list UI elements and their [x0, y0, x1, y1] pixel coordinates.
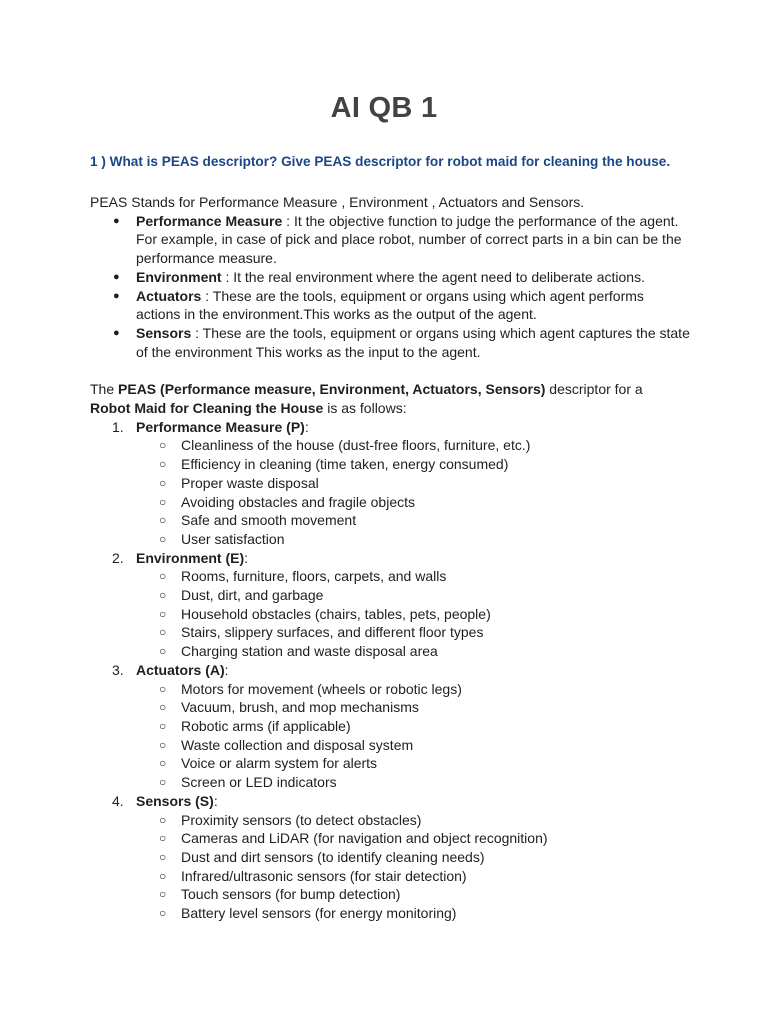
section-heading: Actuators (A) — [136, 661, 225, 678]
list-item: ○ Battery level sensors (for energy monitoring) — [136, 904, 690, 923]
section-number: 4. — [112, 792, 124, 809]
document-title: AI QB 1 — [330, 92, 438, 124]
section-heading: Sensors (S) — [136, 792, 214, 809]
list-item: ○ Motors for movement (wheels or robotic legs) — [136, 680, 690, 699]
section-items — [136, 567, 690, 661]
definition-item — [90, 212, 690, 268]
definition-text: : It the objective function to judge the performance of the agent. For example, in case of pick and place robot, number of correct parts in a bin can be the performance measure. — [136, 212, 682, 267]
list-item: ○ Proper waste disposal — [136, 474, 690, 493]
peas-section-performance — [90, 418, 690, 549]
definition-term: Performance Measure — [136, 212, 283, 229]
section-colon: : — [224, 661, 229, 678]
definition-item — [90, 268, 690, 287]
list-item: ○ Voice or alarm system for alerts — [136, 754, 690, 773]
intro-paragraph: PEAS Stands for Performance Measure , Environment , Actuators and Sensors. — [90, 194, 585, 210]
definition-text: : It the real environment where the agent need to deliberate actions. — [221, 268, 645, 285]
peas-definition-list — [90, 212, 690, 362]
list-item: ○ Efficiency in cleaning (time taken, energy consumed) — [136, 455, 690, 474]
descriptor-bold-peas: PEAS (Performance measure, Environment, Actuators, Sensors) — [118, 381, 546, 398]
descriptor-suffix: is as follows: — [323, 400, 407, 417]
list-item: ○ Screen or LED indicators — [136, 773, 690, 792]
section-items — [136, 811, 690, 923]
definition-item — [90, 287, 690, 324]
list-item: ○ Safe and smooth movement — [136, 511, 690, 530]
list-item: ○ Robotic arms (if applicable) — [136, 717, 690, 736]
section-number: 2. — [112, 549, 124, 566]
descriptor-bold-robot: Robot Maid for Cleaning the House — [90, 400, 324, 417]
list-item: ○ Dust and dirt sensors (to identify cleaning needs) — [136, 848, 690, 867]
peas-section-sensors — [90, 792, 690, 923]
section-colon: : — [304, 418, 309, 435]
list-item: ○ Cleanliness of the house (dust-free floors, furniture, etc.) — [136, 436, 690, 455]
descriptor-prefix: The — [90, 381, 119, 398]
definition-term: Sensors — [136, 324, 192, 341]
section-items — [136, 680, 690, 792]
list-item: ○ Proximity sensors (to detect obstacles) — [136, 811, 690, 830]
peas-section-environment — [90, 549, 690, 661]
list-item: ○ Charging station and waste disposal area — [136, 642, 690, 661]
section-number: 1. — [112, 418, 124, 435]
list-item: ○ Waste collection and disposal system — [136, 736, 690, 755]
peas-sections-list — [90, 418, 690, 923]
section-colon: : — [213, 792, 218, 809]
definition-item — [90, 324, 690, 361]
question-heading: 1 ) What is PEAS descriptor? Give PEAS descriptor for robot maid for cleaning the house. — [90, 154, 671, 169]
section-heading: Performance Measure (P) — [136, 418, 305, 435]
section-heading: Environment (E) — [136, 549, 245, 566]
section-colon: : — [244, 549, 249, 566]
list-item: ○ Stairs, slippery surfaces, and different floor types — [136, 623, 690, 642]
descriptor-paragraph — [90, 380, 690, 417]
list-item: ○ User satisfaction — [136, 530, 690, 549]
section-number: 3. — [112, 661, 124, 678]
list-item: ○ Vacuum, brush, and mop mechanisms — [136, 698, 690, 717]
list-item: ○ Household obstacles (chairs, tables, pets, people) — [136, 605, 690, 624]
list-item: ○ Rooms, furniture, floors, carpets, and walls — [136, 567, 690, 586]
definition-term: Environment — [136, 268, 222, 285]
definition-term: Actuators — [136, 287, 202, 304]
list-item: ○ Touch sensors (for bump detection) — [136, 885, 690, 904]
list-item: ○ Infrared/ultrasonic sensors (for stair detection) — [136, 867, 690, 886]
list-item: ○ Avoiding obstacles and fragile objects — [136, 493, 690, 512]
answer-body — [90, 193, 690, 923]
definition-text: : These are the tools, equipment or organs using which agent captures the state of the environment This works as the input to the agent. — [136, 324, 690, 360]
descriptor-middle: descriptor for a — [545, 381, 643, 398]
peas-section-actuators — [90, 661, 690, 792]
list-item: ○ Cameras and LiDAR (for navigation and object recognition) — [136, 829, 690, 848]
section-items — [136, 436, 690, 548]
paragraph-spacer — [90, 361, 690, 380]
list-item: ○ Dust, dirt, and garbage — [136, 586, 690, 605]
definition-text: : These are the tools, equipment or organs using which agent performs actions in the environment.This works as the output of the agent. — [136, 287, 644, 323]
